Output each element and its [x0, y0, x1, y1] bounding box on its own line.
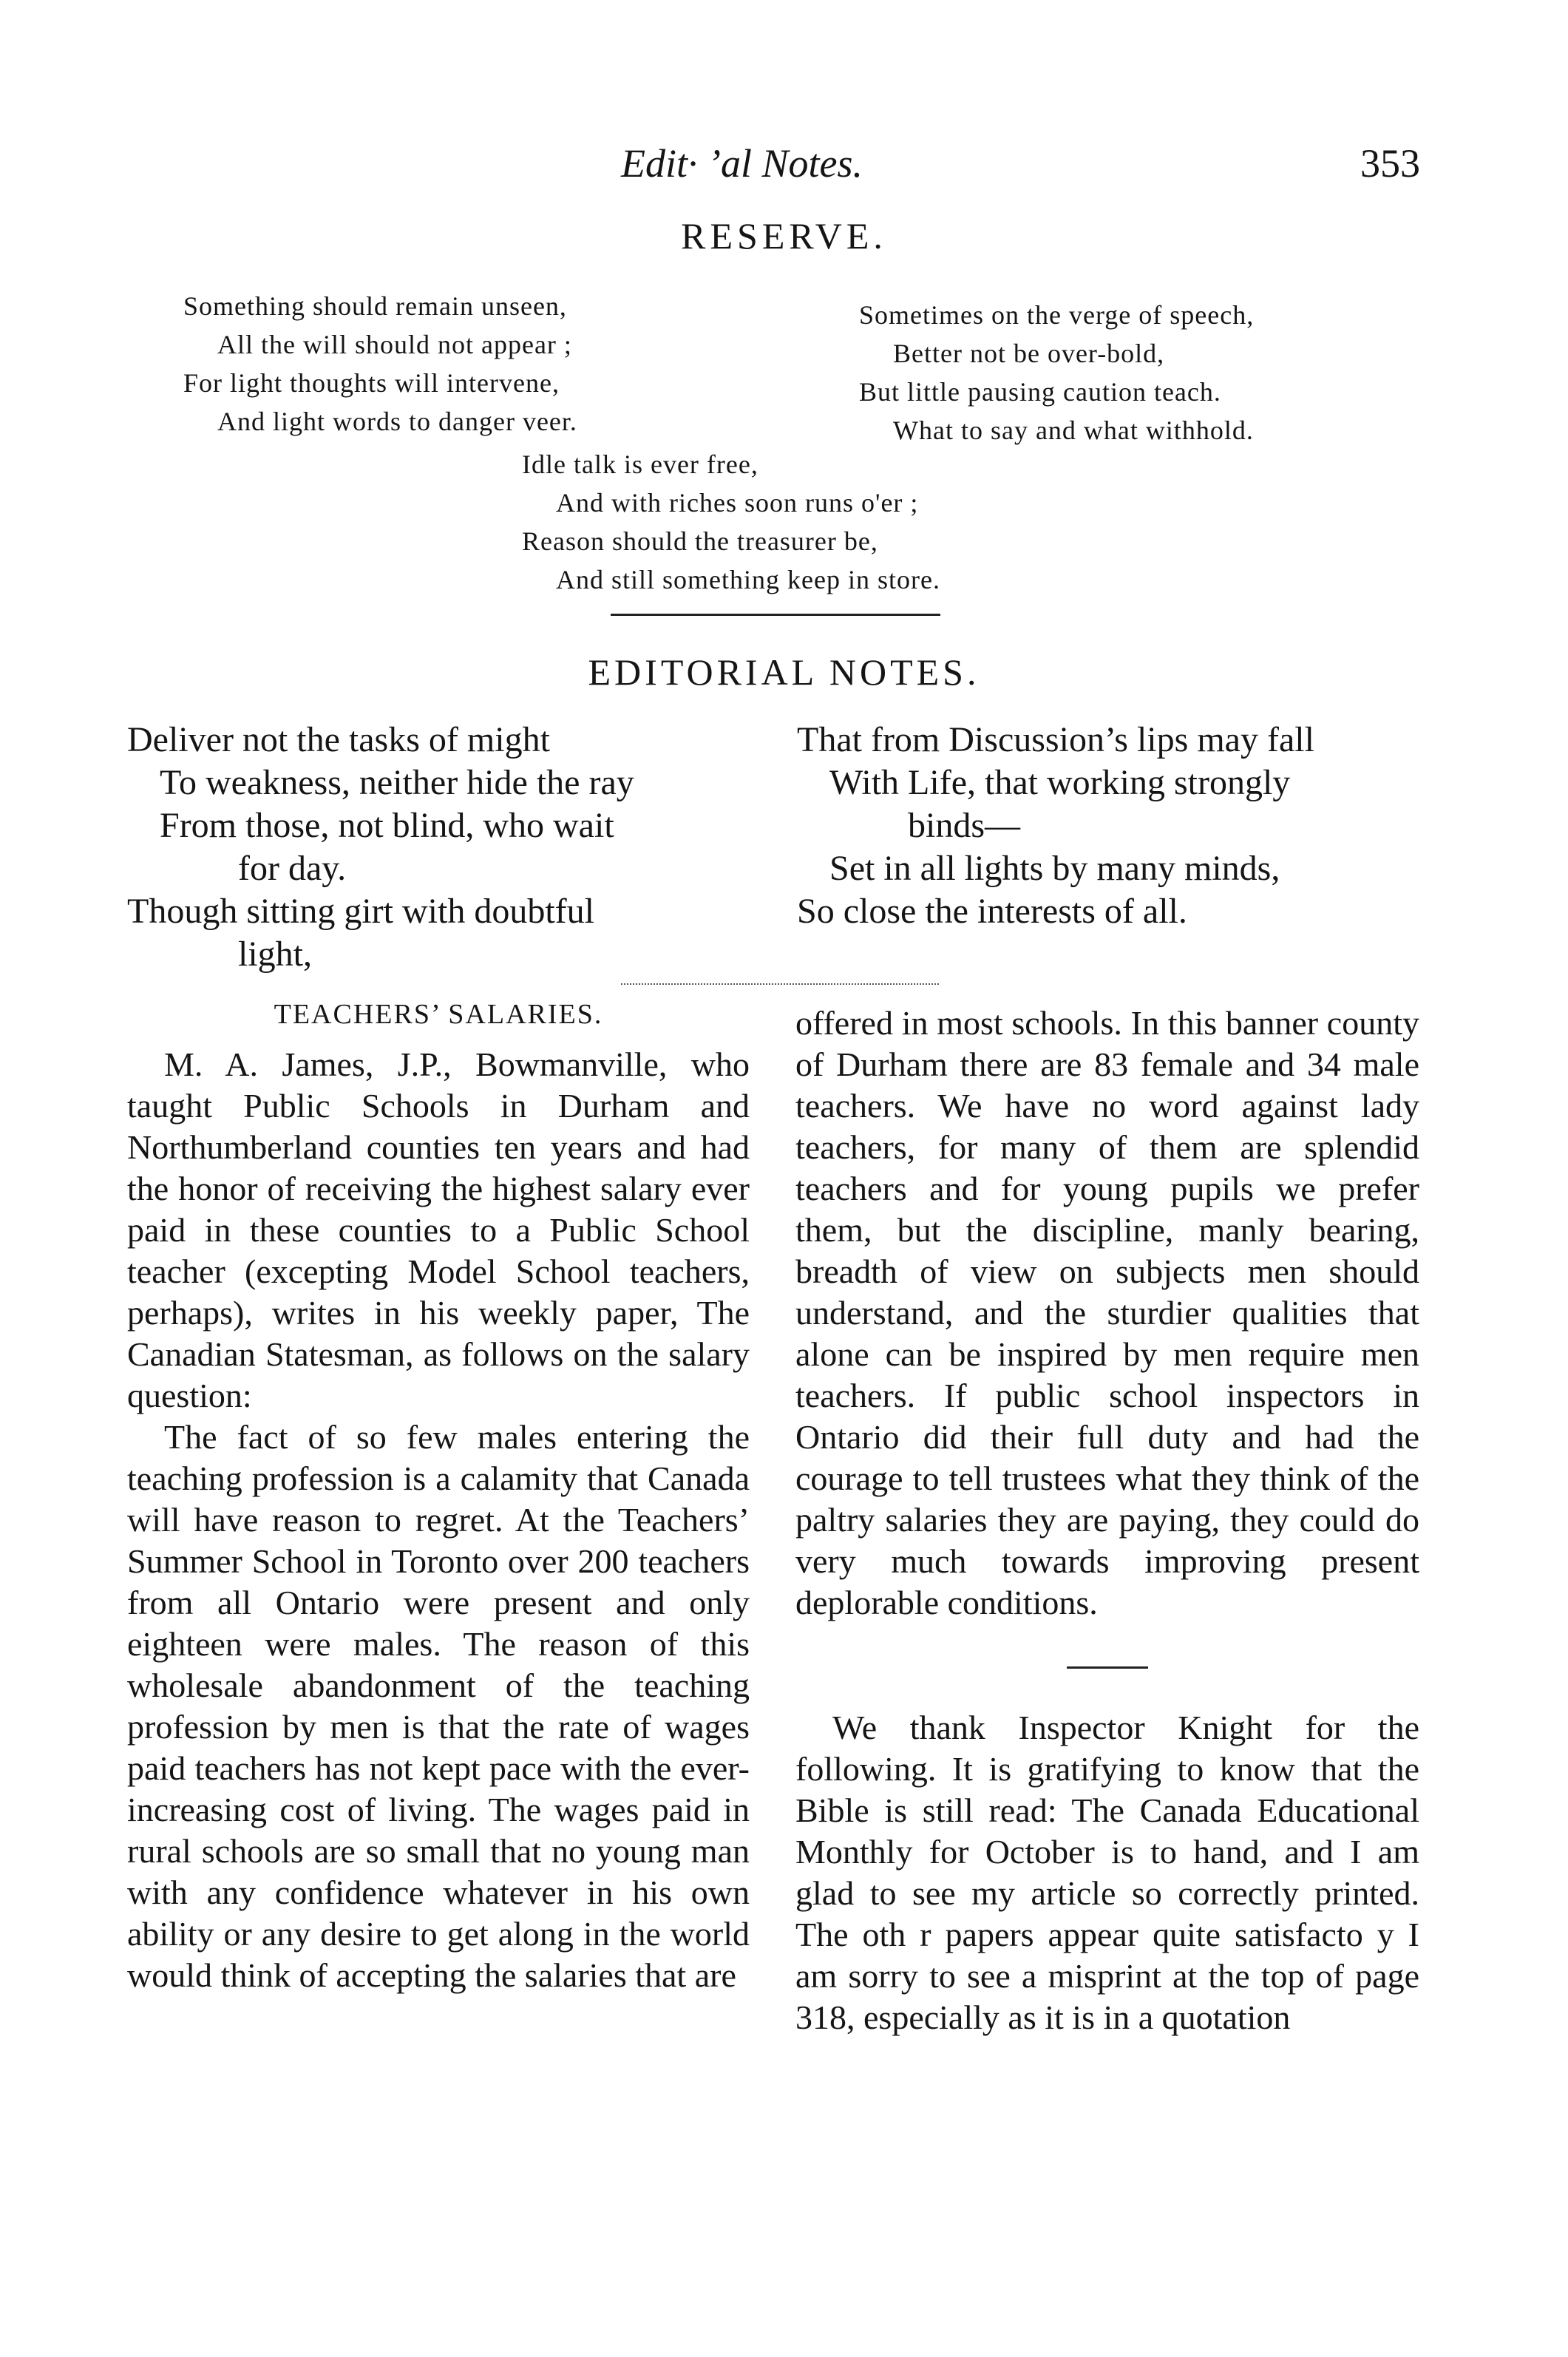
page-number: 353	[1360, 141, 1420, 186]
poem-line: And light words to danger veer.	[217, 407, 577, 436]
poem-line: Something should remain unseen,	[183, 291, 567, 321]
poem-line: Reason should the treasurer be,	[522, 526, 878, 556]
right-column	[795, 1003, 1419, 2038]
section-title: EDITORIAL NOTES.	[588, 651, 980, 693]
article-paragraph: offered in most schools. In this banner county of Durham there are 83 female and 34 male teachers. We have no word against lady teachers, for many of them are splendid teachers and for young pupils we prefer them, but the discipline, manly bearing, breadth of view on subjects men should understand, and the sturdier qualities that alone can be inspired by men require men teachers. If public school inspectors in Ontario did their full duty and had the courage to tell trustees what they think of the paltry salaries they are paying, they could do very much towards improving present deplorable conditions.	[795, 1004, 1419, 1621]
verse-line: From those, not blind, who wait	[160, 806, 614, 845]
verse-line: Set in all lights by many minds,	[829, 849, 1280, 888]
faint-divider	[621, 983, 939, 985]
editorial-right-verse	[797, 719, 1314, 933]
poem-line: Better not be over-bold,	[893, 339, 1165, 368]
editorial-left-verse	[127, 719, 634, 976]
verse-line: light,	[238, 935, 313, 974]
poem-center-stanza	[522, 445, 940, 599]
poem-title: RESERVE.	[681, 215, 887, 257]
poem-line: Sometimes on the verge of speech,	[859, 300, 1255, 330]
verse-line: Deliver not the tasks of might	[127, 720, 550, 759]
section-divider	[611, 614, 940, 616]
article-paragraph: The fact of so few males entering the teaching profession is a calamity that Canada will have reason to regret. At the Teachers’ Summer School in Toronto over 200 teachers from all Ontario were present and only eighteen were males. The reason of this wholesale abandonment of the teaching profession by men is that the rate of wages paid teachers has not kept pace with the ever-increasing cost of living. The wages paid in rural schools are so small that no young man with any confidence whatever in his own ability or any desire to get along in the world would think of accepting the salaries that are	[127, 1418, 750, 1994]
running-header-title: Edit· ’al Notes.	[621, 141, 863, 186]
poem-line: All the will should not appear ;	[217, 330, 572, 359]
verse-line: That from Discussion’s lips may fall	[797, 720, 1314, 759]
poem-line: But little pausing caution teach.	[859, 377, 1221, 407]
poem-line: For light thoughts will intervene,	[183, 368, 560, 398]
verse-line: Though sitting girt with doubtful	[127, 892, 594, 931]
poem-line: What to say and what withhold.	[893, 416, 1254, 445]
poem-right-stanza	[859, 296, 1254, 450]
poem-left-stanza	[183, 287, 577, 441]
article-heading: TEACHERS’ SALARIES.	[274, 999, 603, 1030]
verse-line: for day.	[238, 849, 347, 888]
poem-line: And still something keep in store.	[556, 565, 940, 594]
verse-line: So close the interests of all.	[797, 892, 1187, 931]
verse-line: binds—	[908, 806, 1021, 845]
article-paragraph: M. A. James, J.P., Bowmanville, who taught Public Schools in Durham and Northumberland counties ten years and had the honor of receiving the highest salary ever paid in these counties to a Public School teacher (excepting Model School teachers, perhaps), writes in his weekly paper, The Canadian Statesman, as follows on the salary question:	[127, 1045, 750, 1414]
verse-line: With Life, that working strongly	[829, 763, 1291, 802]
article-body	[127, 1044, 750, 1996]
article-paragraph: We thank Inspector Knight for the following. It is gratifying to know that the Bible is still read: The Canada Educational Monthly for October is to hand, and I am glad to see my article so correctly printed. The oth r papers appear quite satisfacto y I am sorry to see a misprint at the top of page 318, especially as it is in a quotation	[795, 1709, 1419, 2036]
article-continuation	[795, 1003, 1419, 1624]
left-column	[127, 998, 750, 1996]
knight-note	[795, 1707, 1419, 2038]
verse-line: To weakness, neither hide the ray	[160, 763, 634, 802]
short-divider	[1067, 1666, 1148, 1669]
poem-line: Idle talk is ever free,	[522, 450, 758, 479]
poem-line: And with riches soon runs o'er ;	[556, 488, 919, 518]
